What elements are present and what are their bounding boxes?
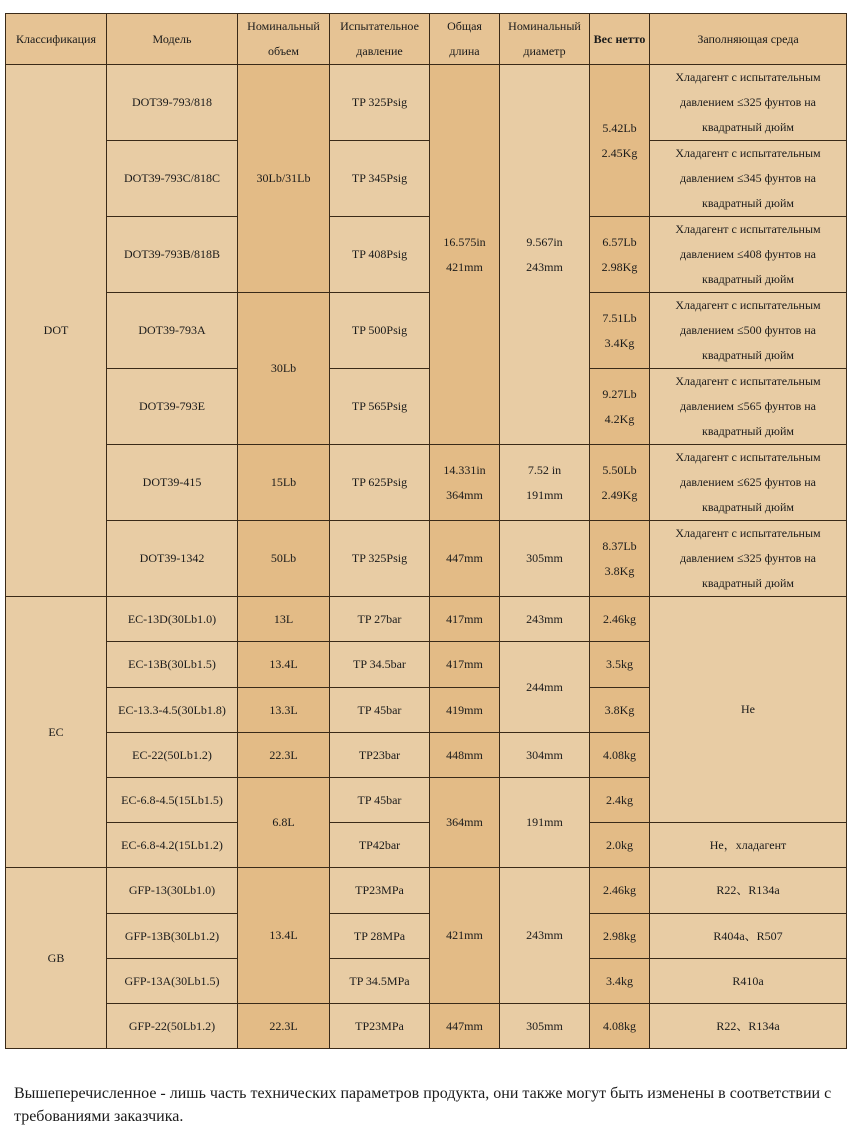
model-cell: EC-13B(30Lb1.5) xyxy=(107,642,238,688)
volume-cell: 30Lb/31Lb xyxy=(238,65,330,293)
weight-value: 3.8Kg xyxy=(604,563,635,578)
table-row xyxy=(6,141,847,217)
pressure-cell: TP23bar xyxy=(330,733,430,778)
medium-cell: He，хладагент xyxy=(650,823,847,868)
weight-cell xyxy=(590,65,650,217)
medium-cell: Хладагент с испытательным давлением ≤565 фунтов на квадратный дюйм xyxy=(650,369,847,445)
model-cell: EC-13.3-4.5(30Lb1.8) xyxy=(107,688,238,733)
weight-cell xyxy=(590,521,650,597)
weight-value: 5.50Lb xyxy=(602,462,637,477)
table-row xyxy=(6,823,847,868)
class-cell: DOT xyxy=(6,65,107,597)
table-row xyxy=(6,445,847,521)
weight-cell: 3.8Kg xyxy=(590,688,650,733)
weight-cell xyxy=(590,369,650,445)
header-nominal-volume: Номинальный объем xyxy=(238,14,330,65)
table-row xyxy=(6,293,847,369)
model-cell: DOT39-793/818 xyxy=(107,65,238,141)
length-cell: 417mm xyxy=(430,642,500,688)
footnote: Вышеперечисленное - лишь часть технических параметров продукта, они также могут быть изменены в соответствии с требованиями заказчика. xyxy=(14,1085,832,1125)
header-classification: Классификация xyxy=(6,14,107,65)
weight-value: 6.57Lb xyxy=(602,234,637,249)
class-cell: EC xyxy=(6,597,107,868)
header-row xyxy=(6,14,847,65)
weight-cell xyxy=(590,217,650,293)
diameter-cell: 304mm xyxy=(500,733,590,778)
header-nominal-diameter: Номинальный диаметр xyxy=(500,14,590,65)
diameter-value: 7.52 in xyxy=(527,462,562,477)
diameter-cell: 191mm xyxy=(500,778,590,868)
length-cell: 447mm xyxy=(430,1004,500,1049)
model-cell: EC-13D(30Lb1.0) xyxy=(107,597,238,642)
weight-value: 8.37Lb xyxy=(602,538,637,553)
medium-cell: Хладагент с испытательным давлением ≤625 фунтов на квадратный дюйм xyxy=(650,445,847,521)
table-row xyxy=(6,521,847,597)
weight-cell: 2.0kg xyxy=(590,823,650,868)
volume-cell: 6.8L xyxy=(238,778,330,868)
model-cell: EC-22(50Lb1.2) xyxy=(107,733,238,778)
table-row xyxy=(6,959,847,1004)
model-cell: GFP-13A(30Lb1.5) xyxy=(107,959,238,1004)
weight-value: 3.4Kg xyxy=(604,335,635,350)
spec-table xyxy=(5,13,847,1049)
model-cell: DOT39-1342 xyxy=(107,521,238,597)
pressure-cell: TP 34.5MPa xyxy=(330,959,430,1004)
length-cell: 448mm xyxy=(430,733,500,778)
medium-cell: He xyxy=(650,597,847,823)
diameter-cell: 305mm xyxy=(500,521,590,597)
volume-cell: 22.3L xyxy=(238,733,330,778)
volume-cell: 13L xyxy=(238,597,330,642)
volume-cell: 13.4L xyxy=(238,868,330,1004)
diameter-value: 243mm xyxy=(526,259,563,274)
model-cell: EC-6.8-4.2(15Lb1.2) xyxy=(107,823,238,868)
model-cell: DOT39-793A xyxy=(107,293,238,369)
weight-value: 7.51Lb xyxy=(602,310,637,325)
table-row xyxy=(6,369,847,445)
pressure-cell: TP 408Psig xyxy=(330,217,430,293)
diameter-cell: 305mm xyxy=(500,1004,590,1049)
length-cell: 419mm xyxy=(430,688,500,733)
volume-cell: 13.4L xyxy=(238,642,330,688)
medium-cell: R410a xyxy=(650,959,847,1004)
weight-cell: 2.46kg xyxy=(590,868,650,914)
length-value: 14.331in xyxy=(443,462,486,477)
table-row xyxy=(6,65,847,141)
diameter-cell: 243mm xyxy=(500,597,590,642)
model-cell: DOT39-415 xyxy=(107,445,238,521)
length-value: 16.575in xyxy=(443,234,486,249)
model-cell: GFP-22(50Lb1.2) xyxy=(107,1004,238,1049)
weight-cell: 3.4kg xyxy=(590,959,650,1004)
length-cell: 364mm xyxy=(430,778,500,868)
pressure-cell: TP42bar xyxy=(330,823,430,868)
pressure-cell: TP 27bar xyxy=(330,597,430,642)
header-net-weight: Вес нетто xyxy=(590,14,650,65)
table-row xyxy=(6,597,847,642)
medium-cell: R22、R134a xyxy=(650,1004,847,1049)
pressure-cell: TP 565Psig xyxy=(330,369,430,445)
model-cell: DOT39-793E xyxy=(107,369,238,445)
length-value: 364mm xyxy=(446,487,483,502)
pressure-cell: TP 28MPa xyxy=(330,914,430,959)
weight-value: 2.49Kg xyxy=(601,487,638,502)
volume-cell: 13.3L xyxy=(238,688,330,733)
weight-cell: 3.5kg xyxy=(590,642,650,688)
pressure-cell: TP 325Psig xyxy=(330,521,430,597)
volume-cell: 50Lb xyxy=(238,521,330,597)
diameter-value: 9.567in xyxy=(526,234,563,249)
pressure-cell: TP 45bar xyxy=(330,688,430,733)
header-test-pressure: Испытательное давление xyxy=(330,14,430,65)
model-cell: DOT39-793C/818C xyxy=(107,141,238,217)
weight-cell: 2.98kg xyxy=(590,914,650,959)
header-overall-length: Общая длина xyxy=(430,14,500,65)
medium-cell: Хладагент с испытательным давлением ≤408 фунтов на квадратный дюйм xyxy=(650,217,847,293)
pressure-cell: TP 625Psig xyxy=(330,445,430,521)
weight-value: 2.98Kg xyxy=(601,259,638,274)
diameter-value: 191mm xyxy=(526,487,563,502)
model-cell: EC-6.8-4.5(15Lb1.5) xyxy=(107,778,238,823)
table-row xyxy=(6,1004,847,1049)
length-cell: 447mm xyxy=(430,521,500,597)
weight-cell xyxy=(590,445,650,521)
pressure-cell: TP 45bar xyxy=(330,778,430,823)
model-cell: GFP-13B(30Lb1.2) xyxy=(107,914,238,959)
diameter-cell: 243mm xyxy=(500,868,590,1004)
pressure-cell: TP23MPa xyxy=(330,868,430,914)
diameter-cell xyxy=(500,445,590,521)
diameter-cell: 244mm xyxy=(500,642,590,733)
header-model: Модель xyxy=(107,14,238,65)
weight-cell: 2.46kg xyxy=(590,597,650,642)
class-cell: GB xyxy=(6,868,107,1049)
pressure-cell: TP 325Psig xyxy=(330,65,430,141)
table-row xyxy=(6,868,847,914)
diameter-cell xyxy=(500,65,590,445)
length-cell xyxy=(430,65,500,445)
table-row xyxy=(6,217,847,293)
weight-value: 9.27Lb xyxy=(602,386,637,401)
pressure-cell: TP 500Psig xyxy=(330,293,430,369)
medium-cell: R22、R134a xyxy=(650,868,847,914)
header-filling-medium: Заполняющая среда xyxy=(650,14,847,65)
medium-cell: R404a、R507 xyxy=(650,914,847,959)
length-cell: 421mm xyxy=(430,868,500,1004)
pressure-cell: TP 345Psig xyxy=(330,141,430,217)
medium-cell: Хладагент с испытательным давлением ≤325 фунтов на квадратный дюйм xyxy=(650,521,847,597)
pressure-cell: TP23MPa xyxy=(330,1004,430,1049)
model-cell: GFP-13(30Lb1.0) xyxy=(107,868,238,914)
weight-cell: 4.08kg xyxy=(590,1004,650,1049)
weight-value: 5.42Lb xyxy=(602,120,637,135)
medium-cell: Хладагент с испытательным давлением ≤325 фунтов на квадратный дюйм xyxy=(650,65,847,141)
medium-cell: Хладагент с испытательным давлением ≤345 фунтов на квадратный дюйм xyxy=(650,141,847,217)
weight-value: 4.2Kg xyxy=(604,411,635,426)
pressure-cell: TP 34.5bar xyxy=(330,642,430,688)
medium-cell: Хладагент с испытательным давлением ≤500 фунтов на квадратный дюйм xyxy=(650,293,847,369)
volume-cell: 30Lb xyxy=(238,293,330,445)
model-cell: DOT39-793B/818B xyxy=(107,217,238,293)
weight-cell xyxy=(590,293,650,369)
volume-cell: 22.3L xyxy=(238,1004,330,1049)
weight-cell: 2.4kg xyxy=(590,778,650,823)
length-cell xyxy=(430,445,500,521)
volume-cell: 15Lb xyxy=(238,445,330,521)
table-row xyxy=(6,914,847,959)
weight-value: 2.45Kg xyxy=(601,145,638,160)
length-cell: 417mm xyxy=(430,597,500,642)
weight-cell: 4.08kg xyxy=(590,733,650,778)
length-value: 421mm xyxy=(446,259,483,274)
